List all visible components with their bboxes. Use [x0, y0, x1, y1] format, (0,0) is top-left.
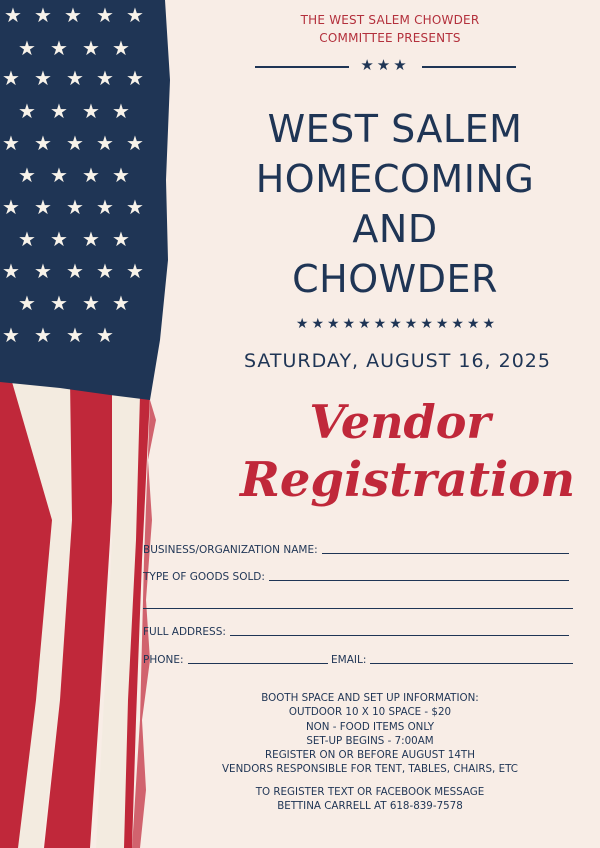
divider-right: [422, 66, 516, 68]
event-date: SATURDAY, AUGUST 16, 2025: [243, 350, 551, 372]
address-field[interactable]: [143, 624, 569, 638]
info-line: NON - FOOD ITEMS ONLY: [305, 720, 435, 733]
presenter-heading: [250, 11, 530, 47]
svg-text:★: ★: [34, 195, 52, 219]
svg-text:★: ★: [82, 163, 100, 187]
svg-text:★: ★: [34, 131, 52, 155]
business-name-line[interactable]: [322, 553, 569, 554]
svg-text:★: ★: [126, 66, 144, 90]
svg-text:★: ★: [2, 66, 20, 90]
svg-text:★: ★: [96, 3, 114, 27]
info-line: OUTDOOR 10 X 10 SPACE - $20: [288, 706, 452, 719]
event-title: [235, 104, 555, 304]
presenter-line-1: THE WEST SALEM CHOWDER: [300, 13, 480, 27]
svg-text:★: ★: [126, 195, 144, 219]
svg-text:★: ★: [4, 3, 22, 27]
email-line[interactable]: [370, 663, 573, 664]
svg-text:★: ★: [18, 36, 36, 60]
event-title-line: HOMECOMING: [255, 157, 535, 201]
svg-text:★: ★: [50, 163, 68, 187]
american-flag-illustration: [0, 0, 180, 848]
svg-text:★: ★: [34, 66, 52, 90]
email-label: EMAIL:: [331, 654, 367, 666]
flag-canton: [0, 0, 170, 400]
info-line: VENDORS RESPONSIBLE FOR TENT, TABLES, CHAIRS, ETC: [222, 763, 518, 776]
svg-text:★: ★: [96, 131, 114, 155]
svg-text:★: ★: [66, 131, 84, 155]
phone-label: PHONE:: [143, 654, 184, 666]
svg-text:★: ★: [82, 227, 100, 251]
svg-text:★: ★: [112, 163, 130, 187]
info-line: REGISTER ON OR BEFORE AUGUST 14TH: [265, 749, 475, 762]
svg-text:★: ★: [34, 3, 52, 27]
phone-line[interactable]: [188, 663, 328, 664]
event-title-line: WEST SALEM: [267, 107, 523, 151]
address-line[interactable]: [230, 635, 569, 636]
goods-sold-label: TYPE OF GOODS SOLD:: [143, 571, 265, 583]
divider-left: [255, 66, 349, 68]
svg-text:★: ★: [50, 227, 68, 251]
info-line: SET-UP BEGINS - 7:00AM: [306, 734, 434, 747]
svg-text:★: ★: [126, 131, 144, 155]
svg-text:★: ★: [126, 259, 144, 283]
svg-text:★: ★: [96, 195, 114, 219]
svg-text:★: ★: [96, 323, 114, 347]
svg-text:★: ★: [66, 66, 84, 90]
svg-text:★: ★: [96, 259, 114, 283]
svg-text:★: ★: [112, 227, 130, 251]
svg-text:★: ★: [112, 36, 130, 60]
event-title-line: AND: [352, 207, 438, 251]
business-name-label: BUSINESS/ORGANIZATION NAME:: [143, 544, 318, 556]
svg-text:★: ★: [18, 291, 36, 315]
goods-sold-field[interactable]: [143, 569, 569, 583]
svg-text:★: ★: [66, 195, 84, 219]
contact-line: BETTINA CARRELL AT 618-839-7578: [277, 799, 463, 812]
svg-text:★: ★: [34, 323, 52, 347]
svg-text:★: ★: [2, 259, 20, 283]
svg-text:★: ★: [112, 291, 130, 315]
info-line: BOOTH SPACE AND SET UP INFORMATION:: [261, 692, 479, 704]
registration-heading: Registration: [240, 452, 576, 508]
svg-text:★: ★: [64, 3, 82, 27]
svg-text:★: ★: [2, 323, 20, 347]
svg-text:★: ★: [66, 259, 84, 283]
event-title-line: CHOWDER: [292, 257, 498, 301]
svg-text:★: ★: [2, 131, 20, 155]
stars-divider: ★★★: [360, 56, 410, 74]
svg-text:★: ★: [50, 36, 68, 60]
svg-text:★: ★: [50, 99, 68, 123]
svg-text:★: ★: [82, 99, 100, 123]
svg-text:★: ★: [126, 3, 144, 27]
contact-info: [200, 786, 540, 813]
business-name-field[interactable]: [143, 542, 569, 556]
svg-text:★: ★: [82, 291, 100, 315]
goods-sold-extra-line[interactable]: [143, 608, 573, 609]
vendor-heading: Vendor: [309, 395, 491, 449]
stars-row: ★★★★★★★★★★★★★: [295, 316, 499, 332]
svg-text:★: ★: [18, 99, 36, 123]
svg-text:★: ★: [18, 163, 36, 187]
booth-info: [200, 691, 540, 777]
svg-text:★: ★: [96, 66, 114, 90]
contact-line: TO REGISTER TEXT OR FACEBOOK MESSAGE: [255, 786, 485, 798]
svg-text:★: ★: [18, 227, 36, 251]
svg-text:★: ★: [66, 323, 84, 347]
address-label: FULL ADDRESS:: [143, 626, 226, 638]
presenter-line-2: COMMITTEE PRESENTS: [319, 31, 461, 45]
email-field[interactable]: [331, 652, 573, 666]
svg-text:★: ★: [34, 259, 52, 283]
svg-text:★: ★: [82, 36, 100, 60]
svg-text:★: ★: [50, 291, 68, 315]
phone-field[interactable]: [143, 652, 328, 666]
goods-sold-line[interactable]: [269, 580, 569, 581]
svg-text:★: ★: [2, 195, 20, 219]
svg-text:★: ★: [112, 99, 130, 123]
